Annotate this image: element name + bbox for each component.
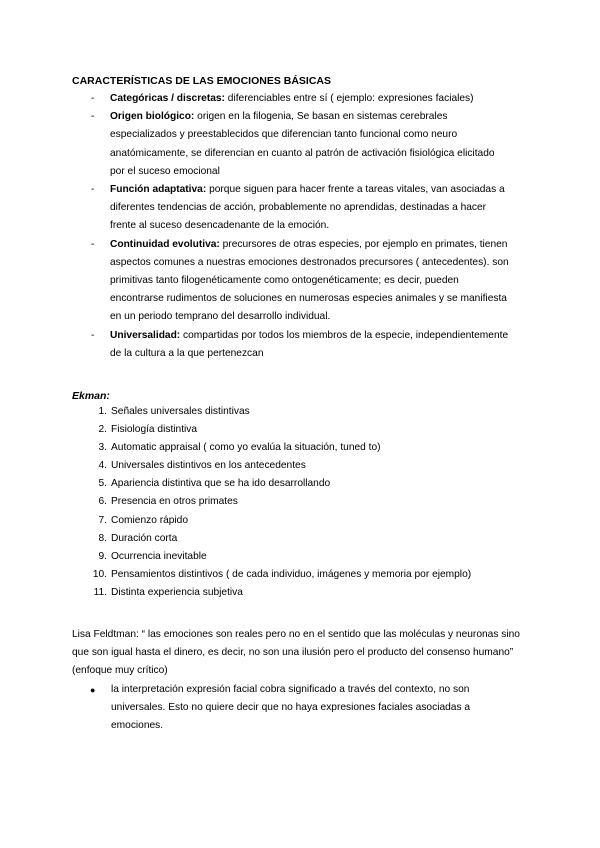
item-desc: diferenciables entre sí ( ejemplo: expresiones faciales)	[224, 93, 474, 104]
item-term: Función adaptativa:	[110, 184, 207, 196]
item-term: Categóricas / discretas:	[110, 93, 225, 104]
item-text: la interpretación expresión facial cobra significado a través del contexto, no son universales. Esto no quiere decir que no haya expresiones faciales asociadas a emociones.	[111, 684, 471, 732]
number-marker: 8.	[98, 532, 107, 544]
dash-marker: -	[91, 329, 95, 341]
item-text: Universales distintivos en los antecedentes	[111, 460, 306, 472]
item-term: Origen biológico:	[110, 111, 195, 123]
list-item	[0, 566, 471, 584]
list-item	[0, 90, 510, 108]
dash-marker: -	[91, 111, 95, 123]
item-term: Universalidad:	[110, 329, 181, 341]
list-item	[0, 439, 471, 457]
item-desc: precursores de otras especies, por ejemplo en primates, tienen aspectos comunes a nuestras emociones destronados precursores ( antecedentes). son primitivas tanto filogenéticamente como ontogenéticamente; es decir, pueden encontrarse rudimentos de soluciones en numerosas especies animales y se manifiesta en un periodo temprano del desarrollo individual.	[110, 238, 509, 323]
item-text: Apariencia distintiva que se ha ido desarrollando	[111, 478, 331, 490]
item-text: Fisiología distintiva	[111, 424, 198, 436]
list-item	[0, 512, 471, 530]
bullet-marker: ●	[90, 685, 96, 695]
list-item	[0, 493, 471, 511]
ekman-list	[0, 403, 471, 602]
dash-marker: -	[91, 184, 95, 196]
list-item	[0, 530, 471, 548]
characteristics-list	[0, 90, 510, 363]
number-marker: 2.	[98, 424, 107, 436]
number-marker: 6.	[98, 496, 107, 508]
item-text: Ocurrencia inevitable	[111, 550, 207, 562]
list-item	[0, 584, 471, 602]
number-marker: 7.	[98, 514, 107, 526]
item-text: Comienzo rápido	[111, 514, 189, 526]
item-desc: origen en la filogenia, Se basan en sistemas cerebrales especializados y preestablecidos que diferencian tanto funcional como neuro anatómicamente, se diferencian en cuanto al patrón de activación fisiológica elicitado por el suceso emocional	[110, 111, 495, 177]
number-marker: 1.	[98, 406, 107, 417]
list-item	[0, 681, 501, 736]
list-item	[0, 108, 510, 181]
list-item	[0, 403, 471, 421]
number-marker: 9.	[98, 550, 107, 562]
number-marker: 4.	[98, 460, 107, 472]
item-text: Automatic appraisal ( como yo evalúa la situación, tuned to)	[111, 442, 381, 454]
list-item	[0, 457, 471, 475]
item-text: Presencia en otros primates	[111, 496, 238, 508]
item-desc: compartidas por todos los miembros de la especie, independientemente de la cultura a la que pertenezcan	[110, 329, 509, 359]
item-text: Pensamientos distintivos ( de cada individuo, imágenes y memoria por ejemplo)	[111, 568, 472, 580]
section-title: CARACTERÍSTICAS DE LAS EMOCIONES BÁSICAS	[72, 75, 332, 87]
number-marker: 5.	[98, 478, 107, 490]
number-marker: 10.	[92, 568, 107, 580]
feldtman-quote: Lisa Feldtman: “ las emociones son reales pero no en el sentido que las moléculas y neuronas sino que son igual hasta el dinero, es decir, no son una ilusión pero el producto del consenso humano” (enfoque muy crítico)	[72, 629, 520, 677]
list-item	[0, 421, 471, 439]
feldtman-bullet-list	[0, 681, 501, 736]
list-item	[0, 181, 510, 236]
item-text: Duración corta	[111, 532, 178, 544]
ekman-heading: Ekman:	[72, 390, 110, 402]
dash-marker: -	[91, 93, 95, 104]
item-term: Continuidad evolutiva:	[110, 238, 220, 250]
list-item	[0, 475, 471, 493]
item-desc: porque siguen para hacer frente a tareas vitales, van asociadas a diferentes tendencias de acción, probablemente no aprendidas, destinadas a hacer frente al suceso desencadenante de la emoción.	[110, 184, 505, 232]
item-text: Distinta experiencia subjetiva	[111, 586, 243, 598]
list-item	[0, 548, 471, 566]
number-marker: 3.	[98, 442, 107, 454]
dash-marker: -	[91, 238, 95, 250]
number-marker: 11.	[93, 586, 107, 598]
list-item	[0, 236, 510, 327]
item-text: Señales universales distintivas	[111, 406, 250, 417]
list-item	[0, 327, 510, 363]
